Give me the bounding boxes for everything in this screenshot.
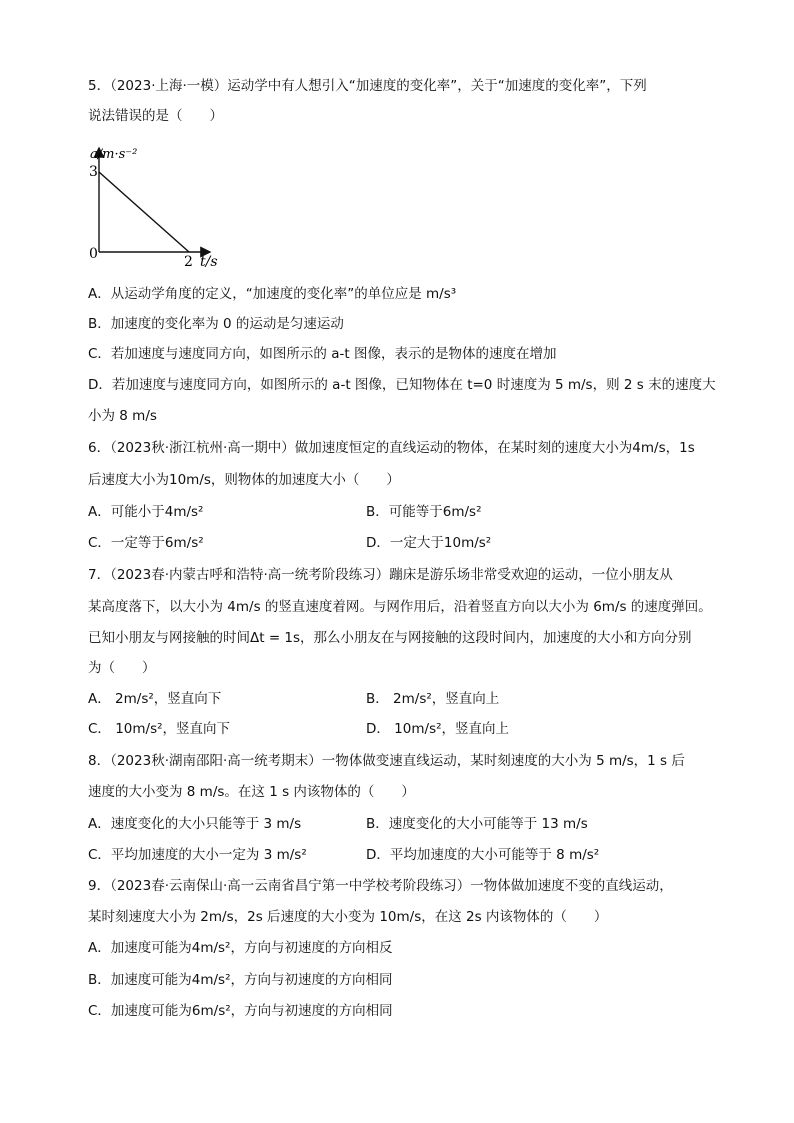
- q9-stem-line1: 9．（2023春·云南保山·高一云南省昌宁第一中学校考阶段练习）一物体做加速度不变的直线运动，: [88, 878, 673, 894]
- q5-stem-line2: 说法错误的是（ ）: [88, 108, 223, 124]
- q9-stem-line2: 某时刻速度大小为 2m/s，2s 后速度的大小变为 10m/s，在这 2s 内该物体的（ ）: [88, 909, 608, 925]
- a-t-graph: [86, 138, 226, 272]
- q6-option-c: C．一定等于6m/s²: [88, 535, 204, 551]
- q7-stem-line4: 为（ ）: [88, 660, 156, 676]
- q5-option-d: D．若加速度与速度同方向，如图所示的 a-t 图像，已知物体在 t=0 时速度为 5 m/s，则 2 s 末的速度大: [88, 377, 716, 393]
- q5-option-a: A．从运动学角度的定义，“加速度的变化率”的单位应是 m/s³: [88, 286, 457, 302]
- y-tick-3: 3: [89, 164, 98, 180]
- q8-option-c: C．平均加速度的大小一定为 3 m/s²: [88, 847, 307, 863]
- graph-line: [99, 172, 189, 252]
- q8-option-b: B．速度变化的大小可能等于 13 m/s: [366, 816, 588, 832]
- q7-option-a: A． 2m/s²，竖直向下: [88, 691, 222, 707]
- q9-option-a: A．加速度可能为4m/s²，方向与初速度的方向相反: [88, 940, 393, 956]
- q6-stem-line2: 后速度大小为10m/s，则物体的加速度大小（ ）: [88, 472, 400, 488]
- q7-option-d: D． 10m/s²，竖直向上: [366, 721, 510, 737]
- q5-option-c: C．若加速度与速度同方向，如图所示的 a-t 图像，表示的是物体的速度在增加: [88, 346, 557, 362]
- q7-stem-line1: 7．（2023春·内蒙古呼和浩特·高一统考阶段练习）蹦床是游乐场非常受欢迎的运动，一位小朋友从: [88, 567, 673, 583]
- q7-stem-line3: 已知小朋友与网接触的时间Δt = 1s，那么小朋友在与网接触的这段时间内，加速度的大小和方向分别: [88, 630, 692, 646]
- q6-option-b: B．可能等于6m/s²: [366, 504, 482, 520]
- q8-stem-line1: 8．（2023秋·湖南邵阳·高一统考期末）一物体做变速直线运动，某时刻速度的大小为 5 m/s，1 s 后: [88, 753, 685, 769]
- q8-option-a: A．速度变化的大小只能等于 3 m/s: [88, 816, 302, 832]
- q6-option-d: D．一定大于10m/s²: [366, 535, 492, 551]
- q7-stem-line2: 某高度落下，以大小为 4m/s 的竖直速度着网。与网作用后，沿着竖直方向以大小为 6m/s 的速度弹回。: [88, 599, 712, 615]
- q9-option-b: B．加速度可能为4m/s²，方向与初速度的方向相同: [88, 972, 393, 988]
- q5-option-d-cont: 小为 8 m/s: [88, 408, 157, 424]
- x-axis-label: t/s: [200, 254, 218, 270]
- q9-option-c: C．加速度可能为6m/s²，方向与初速度的方向相同: [88, 1003, 393, 1019]
- y-axis-label: a/m·s⁻²: [90, 147, 138, 162]
- q5-stem-line1: 5．（2023·上海·一模）运动学中有人想引入“加速度的变化率”，关于“加速度的变化率”，下列: [88, 78, 647, 94]
- q5-option-b: B．加速度的变化率为 0 的运动是匀速运动: [88, 316, 344, 332]
- q7-option-c: C． 10m/s²，竖直向下: [88, 721, 231, 737]
- q6-stem-line1: 6．（2023秋·浙江杭州·高一期中）做加速度恒定的直线运动的物体，在某时刻的速度大小为4m/s，1s: [88, 440, 695, 456]
- q6-option-a: A．可能小于4m/s²: [88, 504, 204, 520]
- q8-stem-line2: 速度的大小变为 8 m/s。在这 1 s 内该物体的（ ）: [88, 784, 415, 800]
- origin-label: 0: [89, 246, 98, 262]
- x-tick-2: 2: [184, 254, 193, 270]
- q7-option-b: B． 2m/s²，竖直向上: [366, 691, 500, 707]
- q8-option-d: D．平均加速度的大小可能等于 8 m/s²: [366, 847, 600, 863]
